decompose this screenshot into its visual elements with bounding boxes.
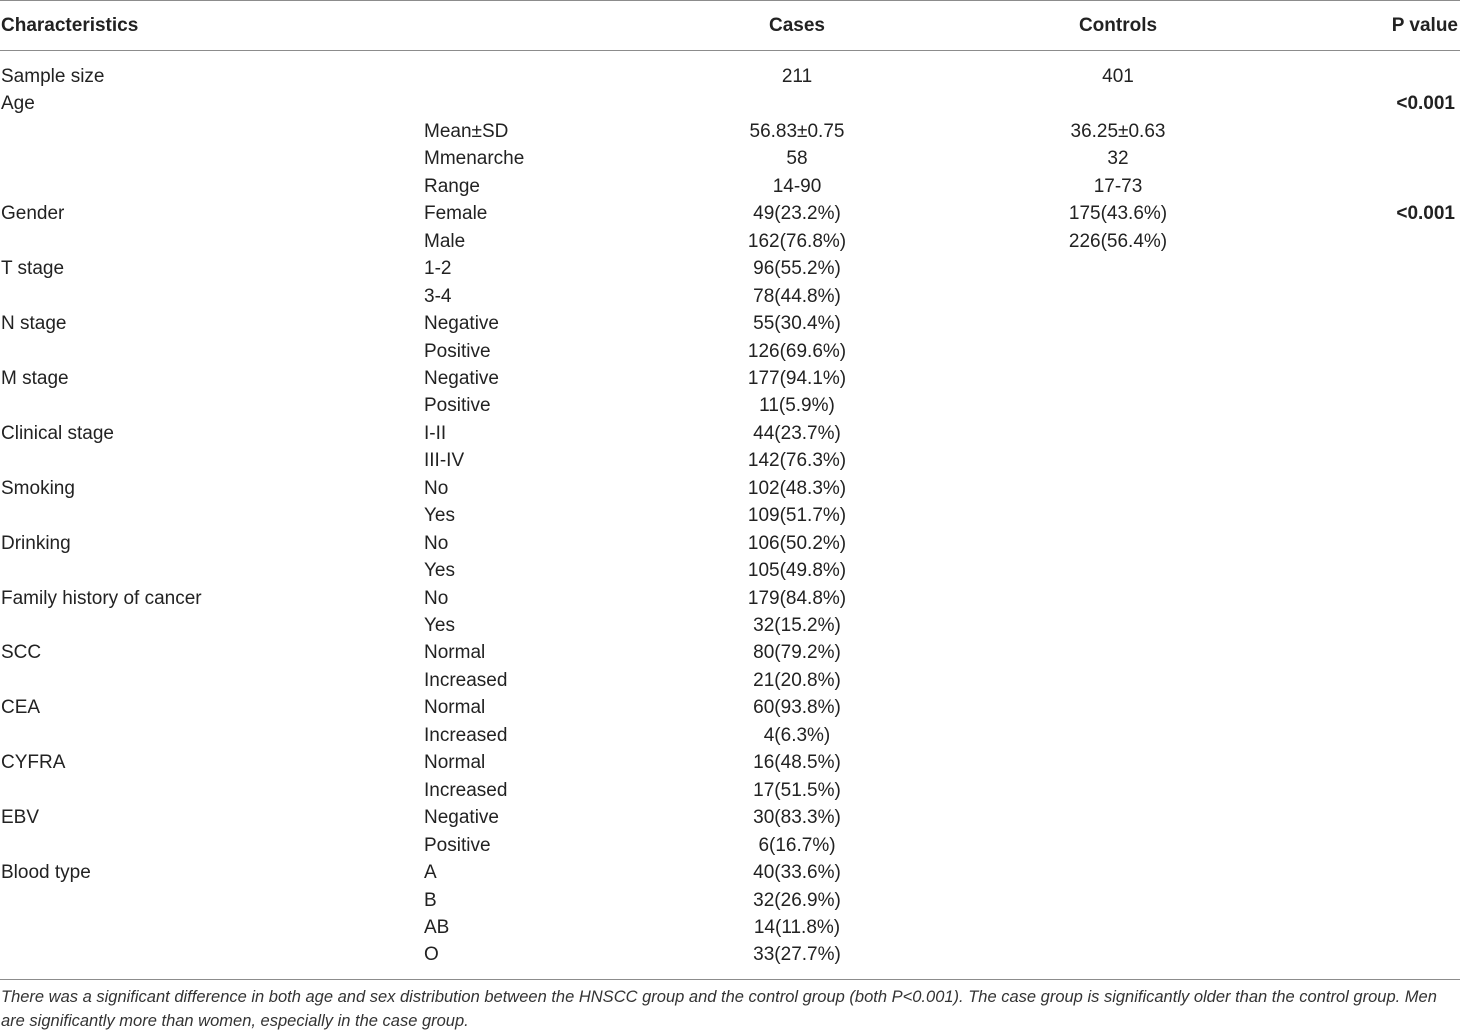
cell-subgroup: AB bbox=[424, 916, 450, 938]
cell-subgroup: Increased bbox=[424, 779, 508, 801]
cell-cases: 177(94.1%) bbox=[747, 367, 847, 389]
cell-characteristic: N stage bbox=[1, 313, 67, 335]
cell-cases: 162(76.8%) bbox=[747, 230, 847, 252]
table-row bbox=[0, 585, 1460, 612]
cell-cases: 106(50.2%) bbox=[747, 532, 847, 554]
cell-characteristic: Smoking bbox=[1, 477, 75, 499]
cell-subgroup: Mmenarche bbox=[424, 148, 525, 170]
cell-subgroup: III-IV bbox=[424, 450, 465, 472]
table-row bbox=[0, 310, 1460, 337]
cell-subgroup: Positive bbox=[424, 340, 491, 362]
cell-cases: 109(51.7%) bbox=[747, 505, 847, 527]
table-row bbox=[0, 392, 1460, 419]
cell-characteristic: SCC bbox=[1, 642, 42, 664]
table-row bbox=[0, 941, 1460, 968]
cell-subgroup: 1-2 bbox=[424, 258, 452, 280]
cell-cases: 80(79.2%) bbox=[753, 642, 841, 664]
cell-subgroup: Male bbox=[424, 230, 466, 252]
table-row bbox=[0, 832, 1460, 859]
cell-controls: 32 bbox=[1107, 148, 1129, 170]
cell-cases: 32(15.2%) bbox=[753, 615, 841, 636]
cell-cases: 30(83.3%) bbox=[753, 807, 841, 829]
cell-characteristic: EBV bbox=[1, 807, 40, 829]
cell-characteristic: Clinical stage bbox=[1, 422, 114, 444]
table-row bbox=[0, 283, 1460, 310]
table-footnote: There was a significant difference in both age and sex distribution between the HNSCC group and the control group (both P<0.001). The case group is significantly older than the control group. Men are significantly more than women, especially in the case group. bbox=[1, 988, 1437, 1030]
table-row bbox=[0, 859, 1460, 886]
cell-cases: 16(48.5%) bbox=[753, 752, 841, 774]
table-row bbox=[0, 173, 1460, 200]
cell-cases: 33(27.7%) bbox=[753, 944, 841, 966]
header-cases: Cases bbox=[769, 15, 825, 36]
cell-cases: 179(84.8%) bbox=[747, 587, 847, 609]
cell-characteristic: Gender bbox=[1, 203, 65, 225]
cell-subgroup: No bbox=[424, 587, 449, 609]
cell-characteristic: Age bbox=[1, 93, 35, 115]
table-row bbox=[0, 63, 1460, 90]
cell-characteristic: CEA bbox=[1, 697, 41, 719]
table-row bbox=[0, 914, 1460, 941]
cell-subgroup: Yes bbox=[424, 505, 455, 527]
cell-characteristic: M stage bbox=[1, 367, 69, 389]
cell-cases: 11(5.9%) bbox=[759, 395, 835, 417]
cell-cases: 14(11.8%) bbox=[753, 916, 841, 938]
cell-subgroup: Female bbox=[424, 203, 488, 225]
cell-cases: 14-90 bbox=[772, 175, 822, 197]
cell-subgroup: O bbox=[424, 944, 439, 966]
table-row bbox=[0, 200, 1460, 227]
table-row bbox=[0, 447, 1460, 474]
table-row bbox=[0, 804, 1460, 831]
cell-characteristic: Family history of cancer bbox=[1, 587, 202, 609]
cell-cases: 126(69.6%) bbox=[747, 340, 847, 362]
table-row bbox=[0, 887, 1460, 914]
table-row bbox=[0, 667, 1460, 694]
cell-controls: 175(43.6%) bbox=[1068, 203, 1168, 225]
cell-cases: 21(20.8%) bbox=[753, 669, 841, 691]
header-characteristics: Characteristics bbox=[1, 15, 139, 36]
cell-subgroup: Mean±SD bbox=[424, 120, 509, 142]
table-row bbox=[0, 145, 1460, 172]
cell-cases: 32(26.9%) bbox=[753, 889, 841, 911]
table-row bbox=[0, 502, 1460, 529]
cell-subgroup: Normal bbox=[424, 752, 486, 774]
cell-controls: 401 bbox=[1102, 66, 1134, 87]
table-row bbox=[0, 749, 1460, 776]
cell-subgroup: Yes bbox=[424, 560, 455, 582]
header-controls: Controls bbox=[1078, 15, 1158, 36]
cell-subgroup: Yes bbox=[424, 615, 455, 636]
cell-cases: 105(49.8%) bbox=[747, 560, 847, 582]
cell-subgroup: Negative bbox=[424, 313, 499, 335]
cell-subgroup: No bbox=[424, 477, 449, 499]
cell-cases: 6(16.7%) bbox=[758, 834, 836, 856]
table-row bbox=[0, 475, 1460, 502]
cell-cases: 58 bbox=[786, 148, 808, 170]
table-row bbox=[0, 118, 1460, 145]
cell-subgroup: Positive bbox=[424, 395, 491, 417]
cell-cases: 142(76.3%) bbox=[747, 450, 847, 472]
table-row bbox=[0, 639, 1460, 666]
cell-cases: 17(51.5%) bbox=[753, 779, 841, 801]
cell-cases: 44(23.7%) bbox=[753, 422, 841, 444]
table-row bbox=[0, 777, 1460, 804]
cell-cases: 4(6.3%) bbox=[763, 724, 831, 746]
table-row bbox=[0, 255, 1460, 282]
cell-characteristic: CYFRA bbox=[1, 752, 66, 774]
cell-subgroup: Normal bbox=[424, 697, 486, 719]
cell-characteristic: Sample size bbox=[1, 66, 105, 87]
cell-subgroup: B bbox=[424, 889, 437, 911]
table-row bbox=[0, 694, 1460, 721]
table-row bbox=[0, 530, 1460, 557]
table-row bbox=[0, 722, 1460, 749]
table-row bbox=[0, 557, 1460, 584]
cell-controls: 226(56.4%) bbox=[1068, 230, 1168, 252]
cell-cases: 96(55.2%) bbox=[753, 258, 841, 280]
cell-cases: 78(44.8%) bbox=[753, 285, 841, 307]
cell-characteristic: Blood type bbox=[1, 862, 91, 884]
cell-controls: 36.25±0.63 bbox=[1070, 120, 1166, 142]
cell-subgroup: Increased bbox=[424, 669, 508, 691]
cell-cases: 211 bbox=[781, 66, 813, 87]
cell-characteristic: T stage bbox=[1, 258, 65, 280]
cell-subgroup: Range bbox=[424, 175, 480, 197]
table-bottom-rule bbox=[0, 979, 1460, 980]
cell-cases: 102(48.3%) bbox=[747, 477, 847, 499]
cell-subgroup: Negative bbox=[424, 807, 499, 829]
cell-cases: 55(30.4%) bbox=[753, 313, 841, 335]
cell-subgroup: Increased bbox=[424, 724, 508, 746]
cell-subgroup: I-II bbox=[424, 422, 447, 444]
cell-cases: 49(23.2%) bbox=[753, 203, 841, 225]
cell-cases: 40(33.6%) bbox=[753, 862, 841, 884]
cell-controls: 17-73 bbox=[1093, 175, 1143, 197]
cell-p-value: <0.001 bbox=[1396, 203, 1455, 225]
cell-cases: 60(93.8%) bbox=[753, 697, 841, 719]
cell-subgroup: No bbox=[424, 532, 449, 554]
cell-subgroup: A bbox=[424, 862, 437, 884]
cell-subgroup: Positive bbox=[424, 834, 491, 856]
cell-subgroup: 3-4 bbox=[424, 285, 452, 307]
table-row bbox=[0, 338, 1460, 365]
cell-p-value: <0.001 bbox=[1396, 93, 1455, 115]
table-row bbox=[0, 420, 1460, 447]
table-row bbox=[0, 612, 1460, 639]
table-row bbox=[0, 228, 1460, 255]
cell-subgroup: Normal bbox=[424, 642, 486, 664]
table-row bbox=[0, 90, 1460, 117]
table-row bbox=[0, 365, 1460, 392]
cell-subgroup: Negative bbox=[424, 367, 499, 389]
cell-cases: 56.83±0.75 bbox=[749, 120, 845, 142]
header-p-value: P value bbox=[1391, 15, 1458, 36]
cell-characteristic: Drinking bbox=[1, 532, 71, 554]
